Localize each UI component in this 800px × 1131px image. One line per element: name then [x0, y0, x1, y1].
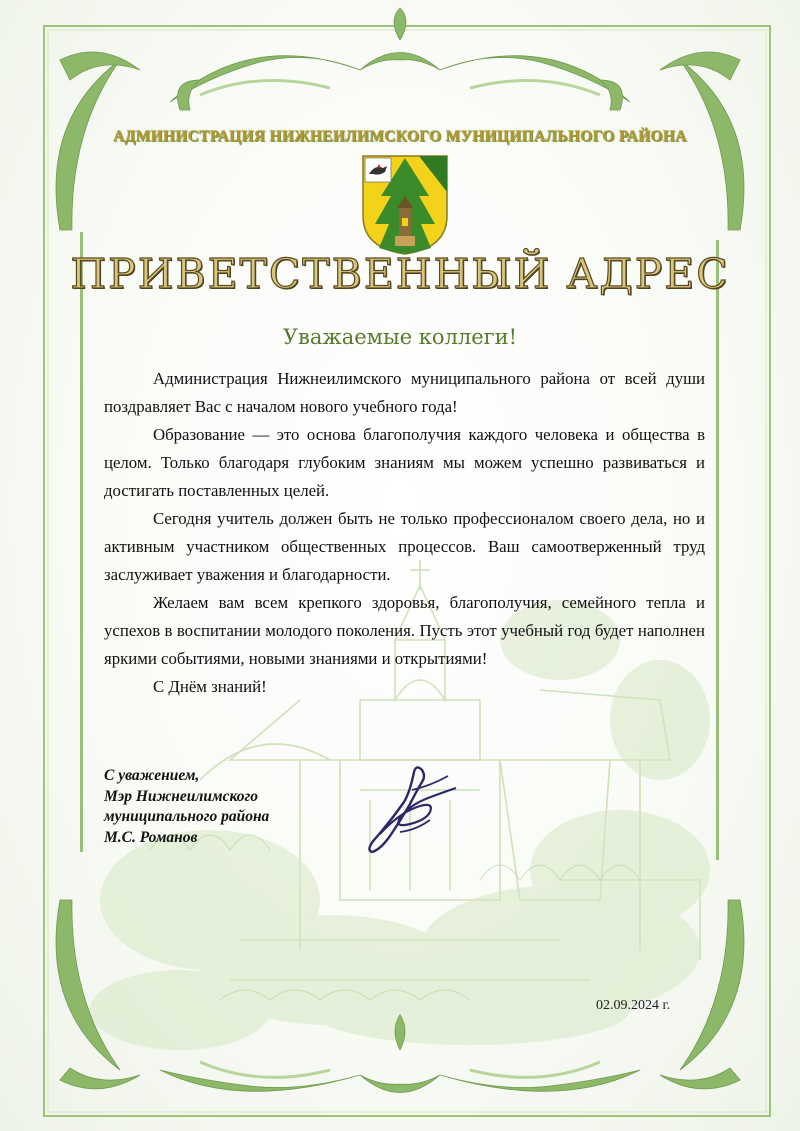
paragraph: Администрация Нижнеилимского муниципального района от всей души поздравляет Вас с началом нового учебного года! [104, 369, 705, 416]
organization-title: АДМИНИСТРАЦИЯ НИЖНЕИЛИМСКОГО МУНИЦИПАЛЬНОГО РАЙОНА [113, 128, 687, 145]
document-title: ПРИВЕТСТВЕННЫЙ АДРЕС [70, 250, 730, 298]
signer-position: Мэр Нижнеилимского [104, 787, 258, 805]
signer-position-cont: муниципального района [104, 808, 270, 825]
signature-block [104, 766, 269, 848]
document-date: 02.09.2024 г. [596, 998, 671, 1013]
paragraph: Желаем вам всем крепкого здоровья, благополучия, семейного тепла и успехов в воспитании молодого поколения. Пусть этот учебный год будет наполнен яркими событиями, новыми знаниями и открытиями! [104, 593, 705, 668]
handwritten-signature [360, 762, 470, 857]
signer-name: М.С. Романов [104, 828, 198, 846]
paragraph: С Днём знаний! [153, 677, 267, 696]
coat-of-arms-emblem [359, 152, 451, 256]
paragraph: Образование — это основа благополучия каждого человека и общества в целом. Только благодаря глубоким знаниям мы можем успешно развиваться и достигать поставленных целей. [104, 425, 705, 500]
closing-line: С уважением, [104, 767, 200, 784]
letter-body [104, 365, 705, 701]
paragraph: Сегодня учитель должен быть не только профессионалом своего дела, но и активным участником общественных процессов. Ваш самоотверженный труд заслуживает уважения и благодарности. [104, 509, 705, 584]
greeting-heading: Уважаемые коллеги! [282, 325, 518, 349]
